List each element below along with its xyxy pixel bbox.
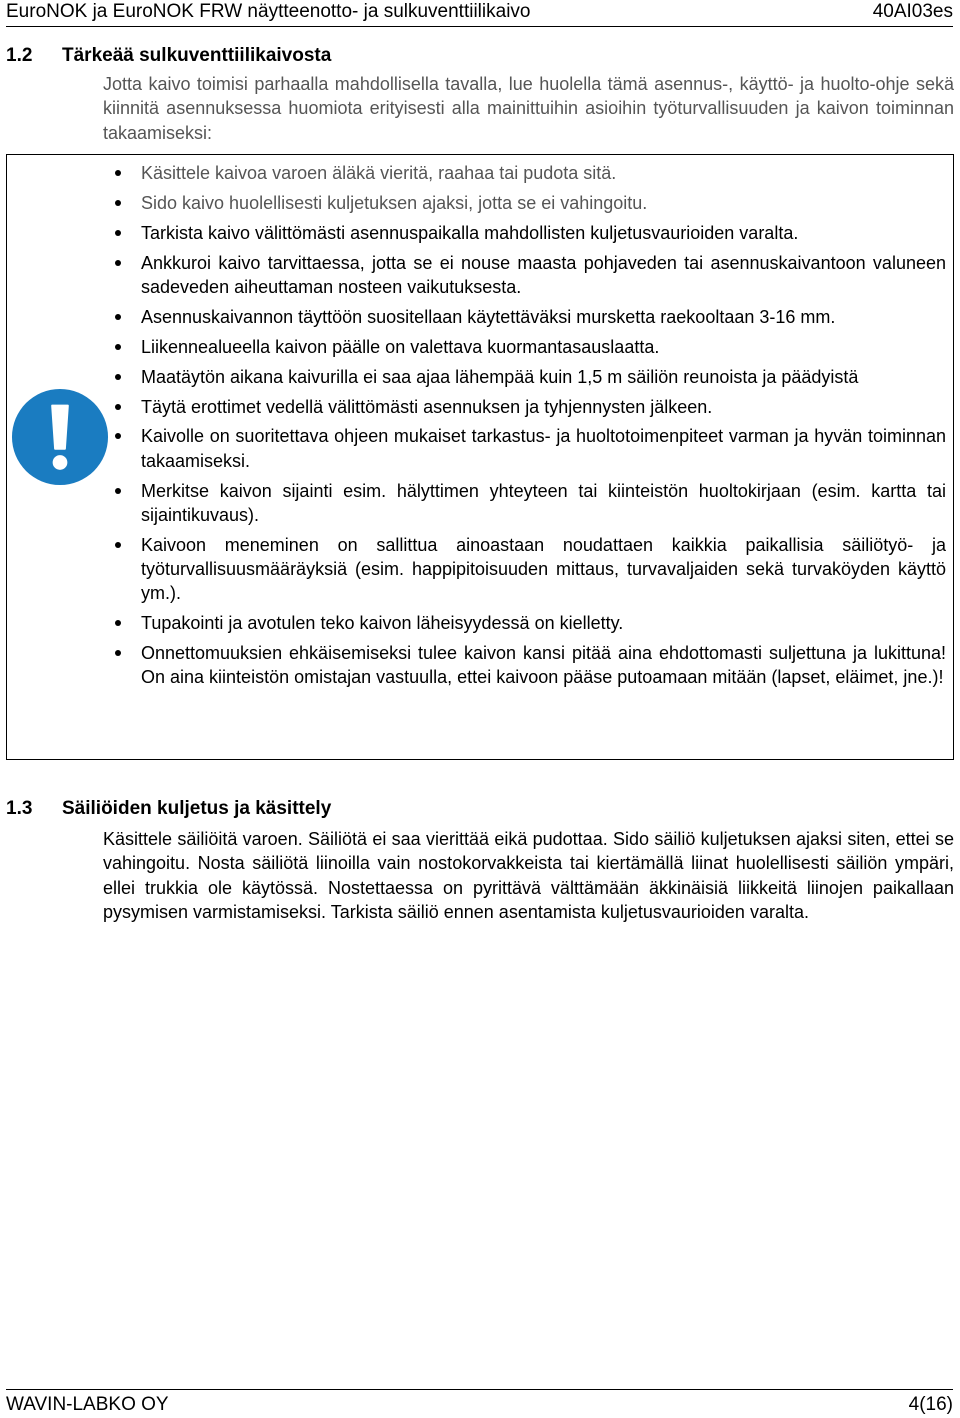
bullet-item [110, 395, 946, 419]
bullet-dot-icon [115, 314, 121, 320]
bullet-text: Kaivoon meneminen on sallittua ainoastaan noudattaen kaikkia paikallisia säiliötyö- ja työturvallisuusmääräyksiä (esim. happipitoisuuden mittaus, turvavaljaiden sekä turvaköyden käyttö ym.). [141, 534, 946, 604]
bullet-item [110, 161, 946, 185]
bullet-text: Ankkuroi kaivo tarvittaessa, jotta se ei nouse maasta pohjaveden tai asennuskaivantoon valuneen sadeveden aiheuttaman nosteen vaikutuksesta. [141, 252, 946, 297]
bullet-dot-icon [115, 374, 121, 380]
bullet-text: Maatäytön aikana kaivurilla ei saa ajaa lähempää kuin 1,5 m säiliön reunoista ja päädyistä [141, 366, 859, 387]
bullet-item [110, 611, 946, 635]
section-heading [6, 797, 331, 821]
bullet-dot-icon [115, 404, 121, 410]
page-header [6, 0, 953, 27]
bullet-text: Täytä erottimet vedellä välittömästi asennuksen ja tyhjennysten jälkeen. [141, 396, 713, 417]
bullet-item [110, 251, 946, 300]
bullet-item [110, 365, 946, 389]
bullet-text: Tarkista kaivo välittömästi asennuspaikalla mahdollisten kuljetusvaurioiden varalta. [141, 222, 799, 243]
section-heading [6, 44, 331, 68]
exclamation-icon [11, 388, 109, 486]
safety-bullet-list [110, 161, 946, 695]
bullet-text: Kaivolle on suoritettava ohjeen mukaiset tarkastus- ja huoltotoimenpiteet varman ja hyvän toiminnan takaamiseksi. [141, 426, 946, 471]
bullet-dot-icon [115, 620, 121, 626]
bullet-dot-icon [115, 433, 121, 439]
bullet-dot-icon [115, 344, 121, 350]
bullet-item [110, 479, 946, 528]
bullet-item [110, 641, 946, 690]
document-code: 40AI03es [872, 1, 953, 22]
bullet-dot-icon [115, 230, 121, 236]
company-name: WAVIN-LABKO OY [6, 1394, 169, 1415]
bullet-text: Tupakointi ja avotulen teko kaivon läheisyydessä on kielletty. [141, 613, 624, 634]
transport-paragraph: Käsittele säiliöitä varoen. Säiliötä ei saa vierittää eikä pudottaa. Sido säiliö kuljetuksen ajaksi siten, ettei se vahingoitu. Nosta säiliötä liinoilla vain nostokorvakkeista tai kiertämällä liinat huolellisesti säiliön ympäri, ellei trukkia ole käytössä. Nostettaessa on pyrittävä välttämään äkkinäisiä liikkeitä liinojen paikallaan pysymisen varmistamiseksi. Tarkista säiliö ennen asentamista kuljetusvaurioiden varalta. [103, 829, 954, 922]
bullet-text: Liikennealueella kaivon päälle on valettava kuormantasauslaatta. [141, 336, 660, 357]
bullet-item [110, 191, 946, 215]
section-number: 1.3 [6, 798, 33, 819]
page-footer [6, 1389, 953, 1418]
safety-warning-box [6, 154, 954, 760]
bullet-dot-icon [115, 170, 121, 176]
bullet-text: Onnettomuuksien ehkäisemiseksi tulee kaivon kansi pitää aina ehdottomasti suljettuna ja lukittuna! On aina kiinteistön omistajan vastuulla, ettei kaivoon pääse putoamaan mitään (lapset, eläimet, jne.)! [141, 643, 946, 688]
bullet-text: Asennuskaivannon täyttöön suositellaan käytettäväksi mursketta raekooltaan 3-16 mm. [141, 306, 836, 327]
bullet-dot-icon [115, 542, 121, 548]
page-number: 4(16) [908, 1394, 953, 1415]
bullet-item [110, 533, 946, 606]
bullet-dot-icon [115, 200, 121, 206]
bullet-text: Sido kaivo huolellisesti kuljetuksen ajaksi, jotta se ei vahingoitu. [141, 192, 648, 213]
bullet-dot-icon [115, 650, 121, 656]
bullet-text: Käsittele kaivoa varoen äläkä vieritä, raahaa tai pudota sitä. [141, 163, 617, 183]
section-number: 1.2 [6, 45, 33, 66]
bullet-dot-icon [115, 260, 121, 266]
bullet-item [110, 335, 946, 359]
section-title: Säiliöiden kuljetus ja käsittely [62, 798, 332, 819]
section-title: Tärkeää sulkuventtiilikaivosta [62, 45, 332, 66]
document-title: EuroNOK ja EuroNOK FRW näytteenotto- ja sulkuventtiilikaivo [6, 1, 531, 22]
bullet-text: Merkitse kaivon sijainti esim. hälyttimen yhteyteen tai kiinteistön huoltokirjaan (esim. kartta tai sijaintikuvaus). [141, 480, 946, 525]
intro-paragraph: Jotta kaivo toimisi parhaalla mahdollisella tavalla, lue huolella tämä asennus-, käyttö- ja huolto-ohje sekä kiinnitä asennuksessa huomiota erityisesti alla mainittuihin asioihin työturvallisuuden ja kaivon toiminnan takaamiseksi: [103, 74, 954, 143]
bullet-item [110, 424, 946, 473]
bullet-dot-icon [115, 488, 121, 494]
bullet-item [110, 221, 946, 245]
bullet-item [110, 305, 946, 329]
